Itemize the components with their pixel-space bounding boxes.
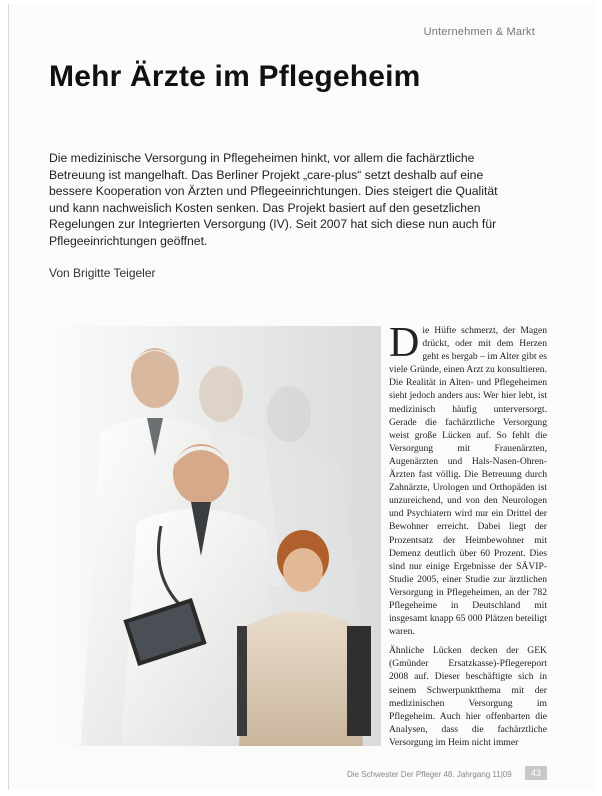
article-paragraph-1-text: ie Hüfte schmerzt, der Magen drückt, oder mit dem Herzen geht es bergab – im Alter gibt es viele Gründe, einen Arzt zu konsultieren. Die Realität in Alten- und Pflegeheimen sieht jedoch anders aus: Wer hier lebt, ist medizinisch häufig unterversorgt. Gerade die fachärztliche Versorgung weist große Lücken auf. So fehlt die Versorgung mit Frauenärzten, Augenärzten und Hals-Nasen-Ohren-Ärzten fast völlig. Die Betreuung durch Zahnärzte, Urologen und Orthopäden ist unzureichend, und von den Neurologen und Psychiatern wird nur ein Drittel der Bewohner erreicht. Dabei liegt der Prozentsatz der Heimbewohner mit Demenz deutlich über 60 Prozent. Dies sind nur einige Ergebnisse der SÄVIP-Studie 2005, einer Studie zur ärztlichen Versorgung in Pflegeheimen, an der 782 Pflegeheime in Deutschland mit insgesamt knapp 65 000 Plätzen beteiligt waren. [389,325,547,638]
footer-journal: Die Schwester Der Pfleger 48. Jahrgang 11|09 [347,770,512,779]
photo-doctors-and-patient [51,326,381,746]
lead-paragraph: Die medizinische Versorgung in Pflegeheimen hinkt, vor allem die fachärztliche Betreuung ist mangelhaft. Das Berliner Projekt „care-plus“ setzt deshalb auf eine bessere Kooperation von Ärzten und Pflegeeinrichtungen. Dies steigert die Qualität und kann nachweislich Kosten senken. Das Projekt basiert auf den gesetzlichen Regelungen zur Integrierten Versorgung (IV). Seit 2007 hat sich diese nun auch für Pflegeeinrichtungen geöffnet. [49,151,498,248]
headline: Mehr Ärzte im Pflegeheim [49,60,421,93]
article-paragraph-1 [389,320,547,638]
drop-cap: D [389,320,420,366]
page-number: 43 [525,766,547,780]
section-label: Unternehmen & Markt [423,26,535,38]
byline: Von Brigitte Teigeler [49,266,156,280]
article-body-column [389,320,547,755]
article-paragraph-2: Ähnliche Lücken decken der GEK (Gmünder Ersatzkasse)-Pflegereport 2008 auf. Dieser beschäftigte sich in seinem Schwerpunktthema mit der medizinischen Versorgung im Pflegeheim. Auch hier offenbarten die Analysen, dass die fachärztliche Versorgung im Heim nicht immer [389,645,547,748]
magazine-page [8,4,595,790]
